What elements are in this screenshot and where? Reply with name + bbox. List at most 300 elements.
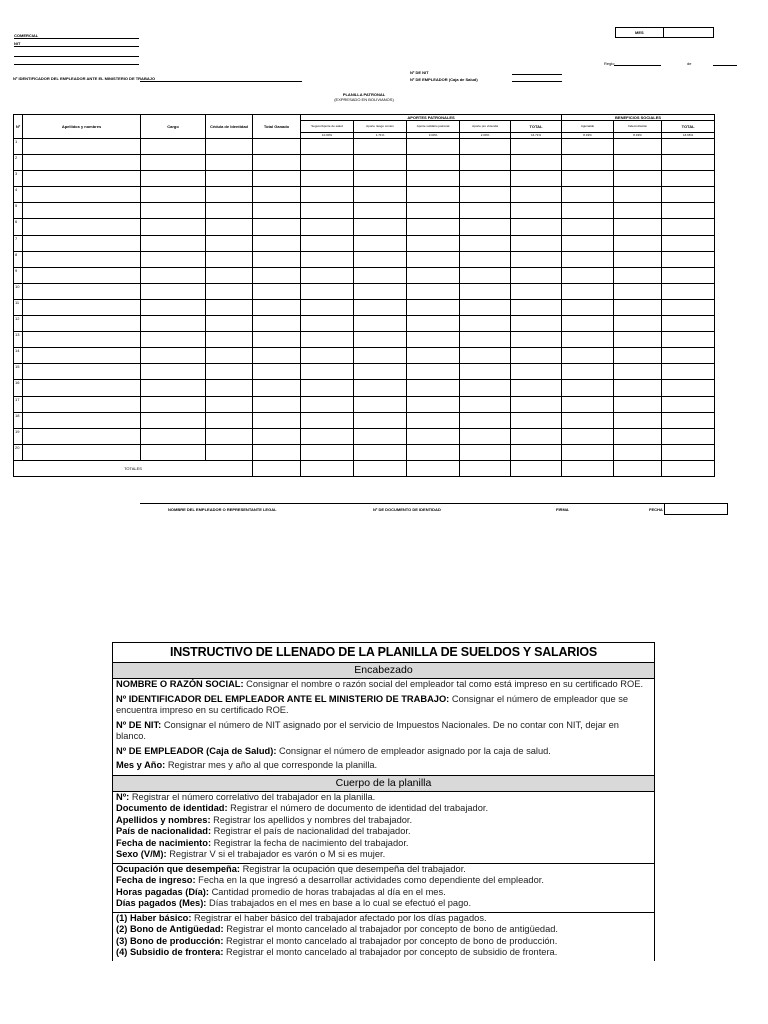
table-cell[interactable] [407,364,460,380]
de-line [713,65,737,66]
row-number: 3 [14,171,23,187]
table-cell[interactable] [562,332,614,348]
table-cell[interactable] [662,251,715,267]
table-cell[interactable] [141,428,206,444]
table-cell[interactable] [253,203,301,219]
table-cell[interactable] [253,187,301,203]
table-cell[interactable] [460,380,511,396]
table-cell[interactable] [511,380,562,396]
table-cell[interactable] [253,428,301,444]
header-benef-total: TOTAL [662,121,715,133]
table-cell[interactable] [141,187,206,203]
totals-cell[interactable] [511,460,562,476]
table-cell[interactable] [253,364,301,380]
cuerpo-item [113,864,654,876]
table-cell[interactable] [23,299,141,315]
totals-cell[interactable] [354,460,407,476]
table-cell[interactable] [206,219,253,235]
table-cell[interactable] [253,155,301,171]
table-cell[interactable] [511,364,562,380]
mes-box[interactable] [615,27,714,38]
table-cell[interactable] [662,139,715,155]
table-cell[interactable] [354,203,407,219]
table-cell[interactable] [562,203,614,219]
table-cell[interactable] [407,203,460,219]
table-cell[interactable] [614,283,662,299]
table-cell[interactable] [662,171,715,187]
table-cell[interactable] [562,396,614,412]
table-cell[interactable] [662,364,715,380]
table-cell[interactable] [301,139,354,155]
percent-aporte-total: 16.71% [511,133,562,139]
table-cell[interactable] [23,235,141,251]
table-cell[interactable] [23,139,141,155]
table-cell[interactable] [562,219,614,235]
totals-cell[interactable] [301,460,354,476]
table-row [14,428,715,444]
table-cell[interactable] [511,428,562,444]
table-cell[interactable] [407,412,460,428]
table-cell[interactable] [662,267,715,283]
documento-label: Nº DE DOCUMENTO DE IDENTIDAD [373,507,441,512]
encabezado-item-text: Registrar mes y año al que corresponde la planilla. [167,760,378,770]
table-cell[interactable] [141,283,206,299]
table-cell[interactable] [562,348,614,364]
table-cell[interactable] [460,283,511,299]
table-cell[interactable] [511,139,562,155]
table-row [14,412,715,428]
table-cell[interactable] [614,348,662,364]
encabezado-item-text: Consignar el nombre o razón social del empleador tal como está impreso en su certificado ROE. [246,679,644,689]
cuerpo-item-text: Registrar el país de nacionalidad del trabajador. [213,826,411,836]
table-cell[interactable] [562,235,614,251]
table-cell[interactable] [354,155,407,171]
table-cell[interactable] [206,155,253,171]
table-cell[interactable] [141,396,206,412]
table-cell[interactable] [206,283,253,299]
table-cell[interactable] [460,251,511,267]
table-cell[interactable] [253,348,301,364]
table-cell[interactable] [562,412,614,428]
table-cell[interactable] [562,251,614,267]
table-cell[interactable] [460,219,511,235]
table-cell[interactable] [662,332,715,348]
table-cell[interactable] [141,267,206,283]
table-cell[interactable] [253,267,301,283]
table-cell[interactable] [511,283,562,299]
table-cell[interactable] [407,299,460,315]
table-cell[interactable] [662,283,715,299]
table-cell[interactable] [301,235,354,251]
percent-benef2: 8.33% [614,133,662,139]
table-cell[interactable] [206,267,253,283]
totals-cell[interactable] [460,460,511,476]
table-cell[interactable] [141,348,206,364]
table-cell[interactable] [511,332,562,348]
table-cell[interactable] [662,428,715,444]
table-cell[interactable] [460,299,511,315]
table-cell[interactable] [562,364,614,380]
table-cell[interactable] [301,171,354,187]
table-cell[interactable] [614,332,662,348]
table-cell[interactable] [614,396,662,412]
table-cell[interactable] [23,380,141,396]
table-cell[interactable] [206,396,253,412]
table-cell[interactable] [23,348,141,364]
table-cell[interactable] [206,139,253,155]
table-cell[interactable] [407,316,460,332]
table-cell[interactable] [614,187,662,203]
table-cell[interactable] [662,155,715,171]
table-cell[interactable] [407,396,460,412]
table-cell[interactable] [301,299,354,315]
table-cell[interactable] [301,332,354,348]
header-cedula: Cédula de Identidad [206,115,253,139]
table-cell[interactable] [253,332,301,348]
table-cell[interactable] [662,396,715,412]
table-cell[interactable] [511,444,562,460]
table-cell[interactable] [614,412,662,428]
table-cell[interactable] [614,380,662,396]
table-cell[interactable] [614,267,662,283]
nde-empleador-label: Nº DE EMPLEADOR (Caja de Salud) [410,77,478,82]
table-cell[interactable] [614,364,662,380]
table-cell[interactable] [407,348,460,364]
table-cell[interactable] [354,219,407,235]
table-cell[interactable] [253,444,301,460]
table-cell[interactable] [141,139,206,155]
table-cell[interactable] [23,332,141,348]
table-cell[interactable] [460,267,511,283]
instructivo-title: INSTRUCTIVO DE LLENADO DE LA PLANILLA DE SUELDOS Y SALARIOS [113,643,654,663]
table-cell[interactable] [407,428,460,444]
table-cell[interactable] [253,235,301,251]
table-cell[interactable] [253,412,301,428]
table-cell[interactable] [511,187,562,203]
table-cell[interactable] [614,155,662,171]
table-cell[interactable] [407,219,460,235]
totals-label: TOTALES [14,460,253,476]
cuerpo-block-2 [113,864,654,913]
table-cell[interactable] [354,412,407,428]
signature-line [140,503,664,504]
table-cell[interactable] [206,316,253,332]
table-cell[interactable] [253,171,301,187]
regio-line [614,65,661,66]
table-cell[interactable] [23,316,141,332]
table-cell[interactable] [23,155,141,171]
table-cell[interactable] [301,251,354,267]
planilla-table [13,114,715,477]
table-cell[interactable] [253,251,301,267]
table-cell[interactable] [354,171,407,187]
table-cell[interactable] [301,348,354,364]
row-number: 2 [14,155,23,171]
table-cell[interactable] [562,267,614,283]
table-cell[interactable] [511,203,562,219]
table-cell[interactable] [511,267,562,283]
totals-cell[interactable] [562,460,614,476]
table-cell[interactable] [614,139,662,155]
table-cell[interactable] [301,155,354,171]
table-cell[interactable] [301,364,354,380]
table-cell[interactable] [460,332,511,348]
table-cell[interactable] [511,251,562,267]
table-cell[interactable] [253,139,301,155]
percent-benef-total: 16.66% [662,133,715,139]
table-cell[interactable] [460,316,511,332]
table-cell[interactable] [511,219,562,235]
table-cell[interactable] [562,380,614,396]
table-cell[interactable] [460,139,511,155]
table-cell[interactable] [141,316,206,332]
table-cell[interactable] [354,187,407,203]
table-cell[interactable] [206,299,253,315]
table-cell[interactable] [253,380,301,396]
table-cell[interactable] [407,171,460,187]
row-number: 11 [14,299,23,315]
table-cell[interactable] [23,267,141,283]
percent-aporte1: 10.00% [301,133,354,139]
table-row [14,235,715,251]
row-number: 12 [14,316,23,332]
table-cell[interactable] [253,396,301,412]
table-cell[interactable] [407,187,460,203]
table-cell[interactable] [354,267,407,283]
table-cell[interactable] [511,412,562,428]
table-cell[interactable] [23,364,141,380]
table-cell[interactable] [614,171,662,187]
table-cell[interactable] [23,219,141,235]
header-aporte2: Aporte riesgo común [354,121,407,133]
table-cell[interactable] [23,444,141,460]
table-cell[interactable] [460,203,511,219]
table-cell[interactable] [141,299,206,315]
table-cell[interactable] [511,396,562,412]
table-cell[interactable] [460,171,511,187]
table-cell[interactable] [23,187,141,203]
table-cell[interactable] [511,155,562,171]
table-cell[interactable] [206,380,253,396]
table-cell[interactable] [354,380,407,396]
table-cell[interactable] [301,316,354,332]
table-cell[interactable] [562,428,614,444]
table-cell[interactable] [354,316,407,332]
table-cell[interactable] [614,299,662,315]
table-cell[interactable] [301,187,354,203]
table-cell[interactable] [460,396,511,412]
table-cell[interactable] [562,139,614,155]
row-number: 5 [14,203,23,219]
table-cell[interactable] [614,428,662,444]
table-cell[interactable] [141,171,206,187]
table-cell[interactable] [206,412,253,428]
table-cell[interactable] [23,428,141,444]
table-cell[interactable] [23,203,141,219]
table-cell[interactable] [614,251,662,267]
table-cell[interactable] [662,380,715,396]
table-cell[interactable] [301,267,354,283]
table-cell[interactable] [301,219,354,235]
cuerpo-item-text: Registrar V si el trabajador es varón o M si es mujer. [169,849,386,859]
table-cell[interactable] [206,444,253,460]
table-cell[interactable] [253,316,301,332]
table-cell[interactable] [301,203,354,219]
table-cell[interactable] [206,251,253,267]
table-cell[interactable] [562,155,614,171]
table-cell[interactable] [460,348,511,364]
table-cell[interactable] [511,171,562,187]
table-cell[interactable] [662,348,715,364]
table-cell[interactable] [460,444,511,460]
cuerpo-item [113,792,654,804]
row-number: 18 [14,412,23,428]
table-cell[interactable] [301,283,354,299]
table-cell[interactable] [23,283,141,299]
table-cell[interactable] [23,251,141,267]
table-cell[interactable] [354,396,407,412]
table-cell[interactable] [206,187,253,203]
table-cell[interactable] [662,299,715,315]
table-cell[interactable] [354,332,407,348]
table-cell[interactable] [23,412,141,428]
table-cell[interactable] [460,155,511,171]
de-label: de [687,61,692,66]
table-cell[interactable] [460,235,511,251]
table-cell[interactable] [511,235,562,251]
table-cell[interactable] [511,299,562,315]
table-cell[interactable] [206,203,253,219]
table-cell[interactable] [206,332,253,348]
table-cell[interactable] [253,219,301,235]
table-cell[interactable] [141,203,206,219]
table-cell[interactable] [662,412,715,428]
table-cell[interactable] [407,267,460,283]
table-cell[interactable] [354,444,407,460]
table-cell[interactable] [511,348,562,364]
table-row [14,396,715,412]
table-cell[interactable] [562,171,614,187]
table-cell[interactable] [206,348,253,364]
table-cell[interactable] [206,364,253,380]
cuerpo-item-text: Registrar el monto cancelado al trabajador por concepto de bono de producción. [226,935,558,946]
table-cell[interactable] [301,444,354,460]
table-cell[interactable] [662,235,715,251]
totals-cell[interactable] [407,460,460,476]
blank-line-1 [14,56,139,57]
table-cell[interactable] [460,428,511,444]
table-cell[interactable] [141,219,206,235]
table-cell[interactable] [662,219,715,235]
table-cell[interactable] [407,139,460,155]
cuerpo-item [113,924,654,936]
encabezado-item [113,694,654,717]
table-cell[interactable] [662,187,715,203]
table-cell[interactable] [354,251,407,267]
table-cell[interactable] [662,444,715,460]
table-cell[interactable] [23,396,141,412]
regio-label: Regio [604,61,615,66]
cuerpo-item-text: Registrar los apellidos y nombres del trabajador. [213,814,413,825]
table-cell[interactable] [253,283,301,299]
cuerpo-block-1 [113,792,654,864]
percent-aporte3: 3.00% [407,133,460,139]
table-cell[interactable] [407,251,460,267]
table-cell[interactable] [662,203,715,219]
table-cell[interactable] [407,283,460,299]
table-cell[interactable] [662,316,715,332]
table-cell[interactable] [460,412,511,428]
fecha-box[interactable] [664,503,728,515]
table-cell[interactable] [141,251,206,267]
table-row [14,219,715,235]
cuerpo-block-3 [113,913,654,961]
table-cell[interactable] [407,332,460,348]
header-total-ganado: Total Ganado [253,115,301,139]
table-cell[interactable] [562,283,614,299]
table-cell[interactable] [301,396,354,412]
table-cell[interactable] [141,155,206,171]
table-cell[interactable] [562,187,614,203]
row-number: 17 [14,396,23,412]
totals-cell[interactable] [614,460,662,476]
table-cell[interactable] [354,348,407,364]
table-cell[interactable] [354,428,407,444]
table-cell[interactable] [206,428,253,444]
table-row [14,348,715,364]
table-cell[interactable] [301,412,354,428]
table-cell[interactable] [354,283,407,299]
totals-cell[interactable] [253,460,301,476]
totals-cell[interactable] [662,460,715,476]
table-cell[interactable] [460,187,511,203]
table-cell[interactable] [141,380,206,396]
table-cell[interactable] [301,428,354,444]
table-cell[interactable] [614,316,662,332]
table-cell[interactable] [562,316,614,332]
table-cell[interactable] [562,444,614,460]
table-cell[interactable] [141,235,206,251]
table-cell[interactable] [614,203,662,219]
table-cell[interactable] [614,219,662,235]
table-cell[interactable] [354,235,407,251]
table-cell[interactable] [354,364,407,380]
table-cell[interactable] [206,235,253,251]
table-cell[interactable] [301,380,354,396]
table-cell[interactable] [407,235,460,251]
table-cell[interactable] [407,155,460,171]
table-cell[interactable] [206,171,253,187]
table-cell[interactable] [141,444,206,460]
table-cell[interactable] [141,412,206,428]
table-cell[interactable] [460,364,511,380]
table-cell[interactable] [614,444,662,460]
table-cell[interactable] [141,332,206,348]
cuerpo-item [113,826,654,838]
table-cell[interactable] [511,316,562,332]
table-cell[interactable] [407,380,460,396]
table-cell[interactable] [614,235,662,251]
table-cell[interactable] [253,299,301,315]
table-cell[interactable] [141,364,206,380]
table-cell[interactable] [354,299,407,315]
table-cell[interactable] [354,139,407,155]
cuerpo-item-label: Nº: [116,791,130,802]
table-cell[interactable] [23,171,141,187]
table-cell[interactable] [407,444,460,460]
table-row [14,139,715,155]
table-cell[interactable] [562,299,614,315]
